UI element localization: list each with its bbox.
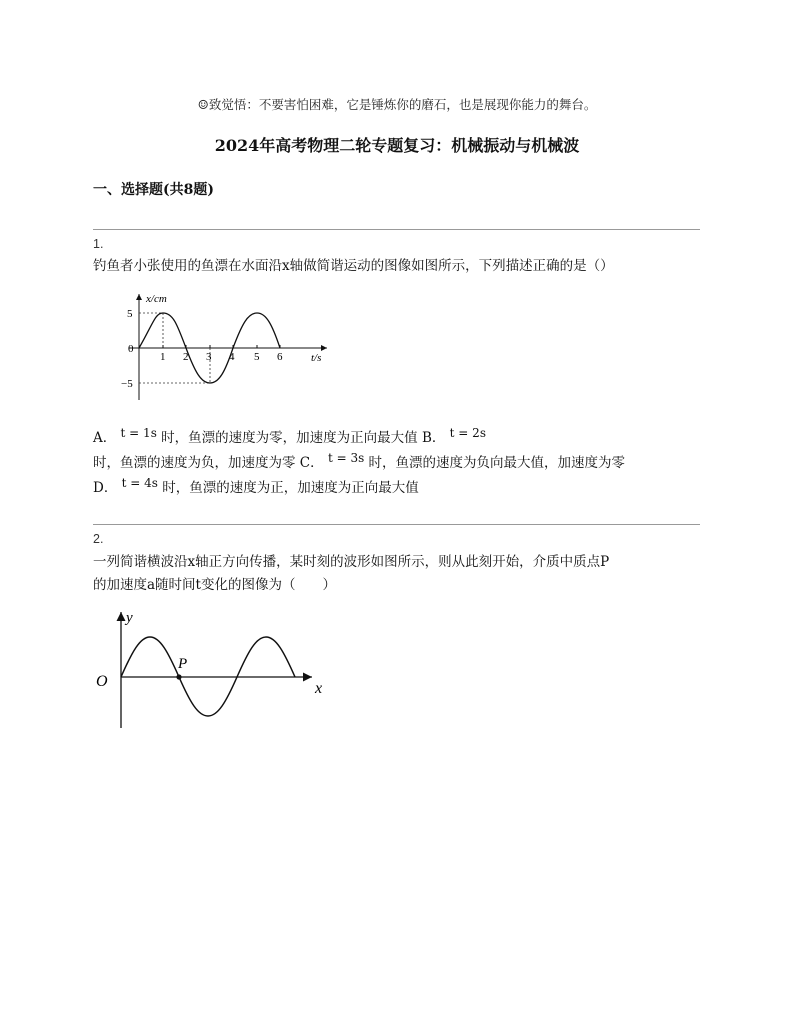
- option-a-math: t = 1s: [120, 426, 157, 440]
- option-d-math: t = 4s: [121, 476, 158, 490]
- page-title: 2024年高考物理二轮专题复习：机械振动与机械波: [214, 136, 580, 155]
- question-divider: [93, 229, 700, 230]
- origin-label: O: [96, 673, 108, 690]
- option-c-math: t = 3s: [327, 451, 365, 465]
- option-c-label: C．: [299, 455, 324, 471]
- question-stem-line-2: 的加速度a随时间t变化的图像为（ ）: [93, 577, 336, 593]
- option-b-text: 时，鱼漂的速度为负，加速度为零: [93, 455, 296, 471]
- option-line-2: [93, 451, 625, 471]
- x-axis-label: t/s: [311, 352, 322, 364]
- y-axis-label: x/cm: [146, 293, 167, 305]
- x-tick-label: 1: [160, 351, 166, 363]
- option-d-text: 时，鱼漂的速度为正，加速度为正向最大值: [162, 480, 419, 496]
- y-axis-label: y: [126, 610, 133, 626]
- waveform-graph: [90, 604, 340, 734]
- point-p-marker: [176, 674, 181, 679]
- point-p-label: P: [178, 656, 188, 672]
- question-number: 2.: [93, 532, 104, 546]
- option-line-1: [93, 426, 486, 446]
- option-c-text: 时，鱼漂的速度为负向最大值，加速度为零: [368, 455, 626, 471]
- question-stem: 钓鱼者小张使用的鱼漂在水面沿x轴做简谐运动的图像如图所示，下列描述正确的是（）: [93, 258, 614, 274]
- y-tick-label: 5: [127, 308, 133, 320]
- origin-label: 0: [128, 343, 134, 355]
- question-divider: [93, 524, 700, 525]
- x-tick-label: 3: [206, 351, 212, 363]
- x-axis-label: x: [315, 680, 323, 697]
- question-stem-line-1: 一列简谐横波沿x轴正方向传播，某时刻的波形如图所示，则从此刻开始，介质中质点P: [93, 554, 610, 570]
- section-heading: 一、选择题(共8题): [93, 182, 214, 198]
- x-tick-label: 4: [229, 351, 235, 363]
- displacement-time-graph: [115, 288, 340, 408]
- option-a-label: A．: [93, 430, 117, 446]
- x-tick-label: 5: [254, 351, 260, 363]
- option-b-math: t = 2s: [449, 426, 486, 440]
- option-line-3: [93, 476, 419, 496]
- motto: ☺致觉悟：不要害怕困难，它是锤炼你的磨石，也是展现你能力的舞台。: [197, 97, 597, 112]
- option-a-text: 时，鱼漂的速度为零，加速度为正向最大值: [161, 430, 418, 446]
- x-tick-label: 2: [183, 351, 189, 363]
- option-b-label: B．: [421, 430, 446, 446]
- option-d-label: D．: [93, 480, 118, 496]
- x-tick-label: 6: [277, 351, 283, 363]
- y-tick-label: −5: [121, 378, 133, 390]
- question-number: 1.: [93, 237, 104, 251]
